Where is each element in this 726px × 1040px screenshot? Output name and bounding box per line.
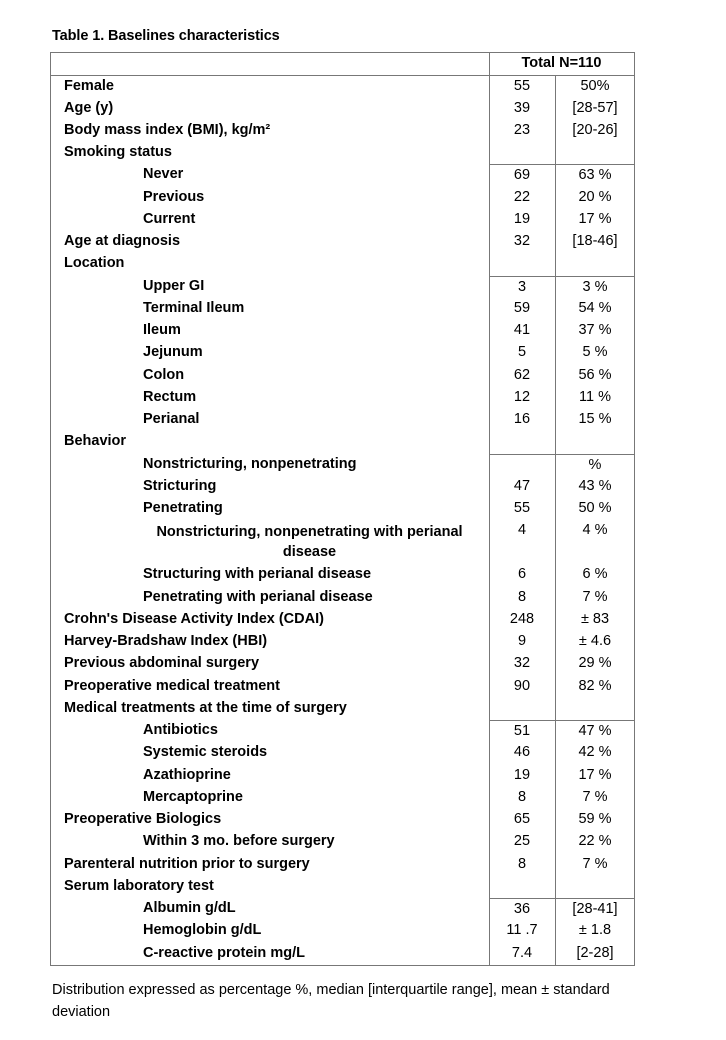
table-row (51, 943, 634, 965)
row-label: Preoperative medical treatment (64, 677, 280, 694)
row-label: Behavior (64, 433, 127, 450)
row-count: 55 (513, 78, 531, 95)
table-row (51, 653, 634, 675)
row-count: 41 (513, 322, 531, 338)
row-value: [2-28] (576, 944, 614, 961)
row-count: 248 (509, 610, 535, 627)
row-label: Female (64, 78, 114, 95)
row-count: 59 (513, 299, 531, 316)
row-value: 59 % (578, 811, 612, 827)
table-row (51, 520, 634, 564)
row-value: 43 % (578, 477, 612, 494)
table-row (51, 409, 634, 431)
row-label: Ileum (143, 322, 181, 338)
row-label: Harvey-Bradshaw Index (HBI) (64, 633, 268, 649)
row-label: Mercaptoprine (143, 788, 243, 805)
row-value: 17 % (578, 210, 612, 227)
row-count: 3 (517, 278, 527, 295)
row-label: Colon (143, 366, 185, 383)
row-value: 3 % (582, 278, 608, 295)
row-value: 17 % (578, 766, 612, 783)
row-value: ± 1.8 (578, 922, 612, 939)
row-value: % (588, 456, 602, 473)
row-count: 69 (513, 167, 531, 184)
row-value: 47 % (578, 723, 612, 739)
row-label: Crohn's Disease Activity Index (CDAI) (64, 610, 324, 627)
row-label: Hemoglobin g/dL (143, 922, 262, 939)
row-label: Stricturing (143, 477, 217, 494)
table-row (51, 75, 634, 97)
row-count: 62 (513, 366, 531, 383)
row-value: 50% (580, 78, 610, 95)
row-value: 63 % (578, 167, 612, 184)
row-count: 19 (513, 766, 531, 783)
table-row (51, 142, 634, 164)
row-label: Upper GI (143, 277, 205, 294)
table-row (51, 431, 634, 453)
row-label: Age (y) (64, 99, 114, 116)
table-row (51, 920, 634, 942)
row-label: Penetrating with perianal disease (143, 588, 373, 605)
table-row (51, 454, 634, 476)
table-row (51, 742, 634, 764)
table-row (51, 809, 634, 831)
row-value: 4 % (582, 522, 608, 539)
row-label: Penetrating (143, 500, 223, 516)
row-value: 15 % (578, 411, 612, 427)
row-count: 25 (513, 833, 531, 850)
baseline-table (50, 52, 635, 966)
row-value: 7 % (582, 855, 608, 872)
table-row (51, 831, 634, 853)
table-body (51, 75, 634, 965)
row-count: 23 (513, 121, 531, 138)
row-label: Within 3 mo. before surgery (143, 833, 335, 850)
table-row (51, 609, 634, 631)
row-label: Age at diagnosis (64, 233, 181, 249)
row-label: Nonstricturing, nonpenetrating (143, 455, 357, 472)
table-row (51, 676, 634, 698)
table-row (51, 298, 634, 320)
table-row (51, 187, 634, 209)
row-value: [28-57] (572, 99, 618, 116)
table-row (51, 787, 634, 809)
row-label: Location (64, 255, 125, 272)
row-value: 7 % (582, 588, 608, 605)
row-value: 7 % (582, 788, 608, 805)
row-label: Never (143, 166, 184, 183)
table-row (51, 765, 634, 787)
table-row (51, 387, 634, 409)
row-count: 7.4 (511, 944, 533, 961)
table-row (51, 98, 634, 120)
row-count: 32 (513, 233, 531, 249)
row-count: 90 (513, 677, 531, 694)
table-footnote: Distribution expressed as percentage %, median [interquartile range], mean ± standard deviation (52, 982, 610, 1020)
row-count: 4 (517, 522, 527, 539)
row-value: 42 % (578, 744, 612, 761)
row-label: Structuring with perianal disease (143, 566, 372, 583)
row-label: Nonstricturing, nonpenetrating with perianal disease (156, 524, 463, 561)
row-count: 9 (517, 633, 527, 649)
row-value: [20-26] (572, 121, 618, 138)
row-label: Albumin g/dL (143, 900, 236, 916)
total-header: Total N=110 (521, 55, 602, 71)
table-row (51, 898, 634, 920)
row-label: Parenteral nutrition prior to surgery (64, 855, 310, 872)
table-row (51, 120, 634, 142)
row-value: 5 % (582, 344, 608, 361)
row-value: ± 83 (580, 610, 610, 627)
table-row (51, 587, 634, 609)
row-label: Perianal (143, 411, 200, 427)
row-value: 20 % (578, 188, 612, 205)
row-count: 6 (517, 566, 527, 583)
row-count: 51 (513, 723, 531, 739)
row-count: 39 (513, 99, 531, 116)
row-count: 55 (513, 500, 531, 516)
row-value: 22 % (578, 833, 612, 850)
table-title: Table 1. Baselines characteristics (52, 28, 280, 44)
row-label: Current (143, 210, 196, 227)
row-label: Medical treatments at the time of surgery (64, 699, 347, 716)
row-count: 47 (513, 477, 531, 494)
table-row (51, 698, 634, 720)
row-label: Serum laboratory test (64, 877, 214, 894)
table-row (51, 231, 634, 253)
row-label: Body mass index (BMI), kg/m² (64, 121, 271, 138)
table-row (51, 476, 634, 498)
row-value: 54 % (578, 299, 612, 316)
row-label: Jejunum (143, 344, 203, 361)
row-count: 16 (513, 411, 531, 427)
row-label: Previous abdominal surgery (64, 655, 260, 672)
table-row (51, 209, 634, 231)
row-label: Antibiotics (143, 722, 218, 738)
row-count: 36 (513, 901, 531, 917)
row-label: Rectum (143, 388, 197, 405)
row-value: [28-41] (572, 901, 618, 917)
row-value: 6 % (582, 566, 608, 583)
row-label: C-reactive protein mg/L (143, 944, 305, 961)
row-count: 46 (513, 744, 531, 761)
row-count: 32 (513, 655, 531, 672)
table-row (51, 276, 634, 298)
table-row (51, 564, 634, 586)
row-count: 5 (517, 344, 527, 361)
table-row (51, 854, 634, 876)
row-label: Terminal Ileum (143, 299, 245, 316)
row-value: [18-46] (572, 233, 618, 249)
row-count: 22 (513, 188, 531, 205)
row-value: 56 % (578, 366, 612, 383)
row-value: 50 % (578, 500, 612, 516)
table-row (51, 342, 634, 364)
table-row (51, 164, 634, 186)
row-count: 19 (513, 210, 531, 227)
row-count: 8 (517, 788, 527, 805)
row-value: ± 4.6 (578, 633, 612, 649)
table-row (51, 253, 634, 275)
row-label: Previous (143, 188, 205, 205)
row-count: 8 (517, 588, 527, 605)
row-value: 82 % (578, 677, 612, 694)
row-count: 12 (513, 388, 531, 405)
table-row (51, 365, 634, 387)
row-label: Preoperative Biologics (64, 811, 222, 827)
row-label: Systemic steroids (143, 744, 268, 761)
table-row (51, 631, 634, 653)
row-label: Smoking status (64, 144, 172, 160)
row-count: 11 .7 (506, 922, 538, 939)
row-count: 65 (513, 811, 531, 827)
row-value: 37 % (578, 322, 612, 338)
table-header-row (51, 53, 634, 75)
row-count: 8 (517, 855, 527, 872)
table-row (51, 320, 634, 342)
row-label: Azathioprine (143, 766, 231, 783)
table-row (51, 876, 634, 898)
row-value: 29 % (578, 655, 612, 672)
table-row (51, 498, 634, 520)
table-row (51, 720, 634, 742)
row-value: 11 % (579, 388, 611, 405)
